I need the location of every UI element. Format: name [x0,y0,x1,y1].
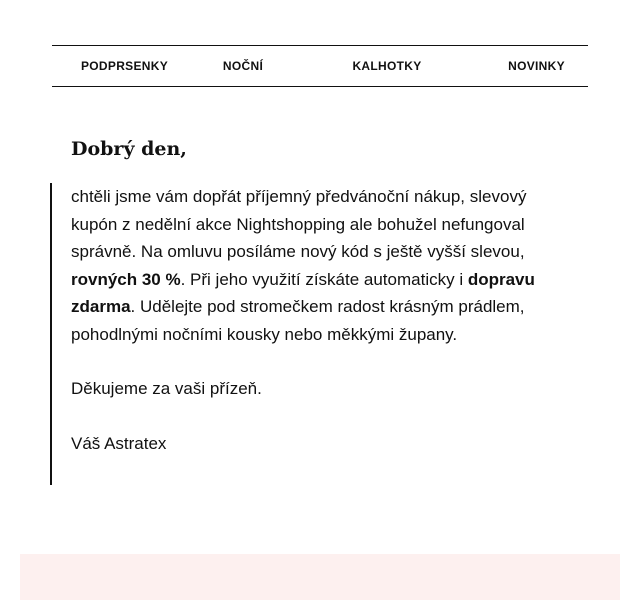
nav-item-novinky[interactable]: NOVINKY [508,59,565,73]
footer-band [20,554,620,600]
letter-text: . Při jeho využití získáte automaticky i [180,269,468,289]
letter-text: . Udělejte pod stromečkem radost krásným prádlem, pohodlnými nočními kousky nebo měkkými župany. [71,297,525,344]
letter-body [50,183,570,485]
discount-highlight: rovných 30 % [71,269,181,289]
nav-item-kalhotky[interactable]: KALHOTKY [352,59,422,73]
main-nav [52,45,588,87]
greeting-heading: Dobrý den, [71,138,187,160]
letter-text: chtěli jsme vám dopřát příjemný předvánoční nákup, slevový kupón z nedělní akce Nightshopping ale bohužel nefungoval správně. Na omluvu posíláme nový kód s ještě vyšší slevou, [71,187,527,261]
nav-item-nocni[interactable]: NOČNÍ [222,59,264,73]
thanks-text: Děkujeme za vaši přízeň. [71,379,262,398]
free-shipping-highlight: dopravu zdarma [71,269,535,316]
nav-item-podprsenky[interactable]: PODPRSENKY [80,59,169,73]
signature: Váš Astratex [71,433,167,453]
letter-paragraph [71,183,570,348]
